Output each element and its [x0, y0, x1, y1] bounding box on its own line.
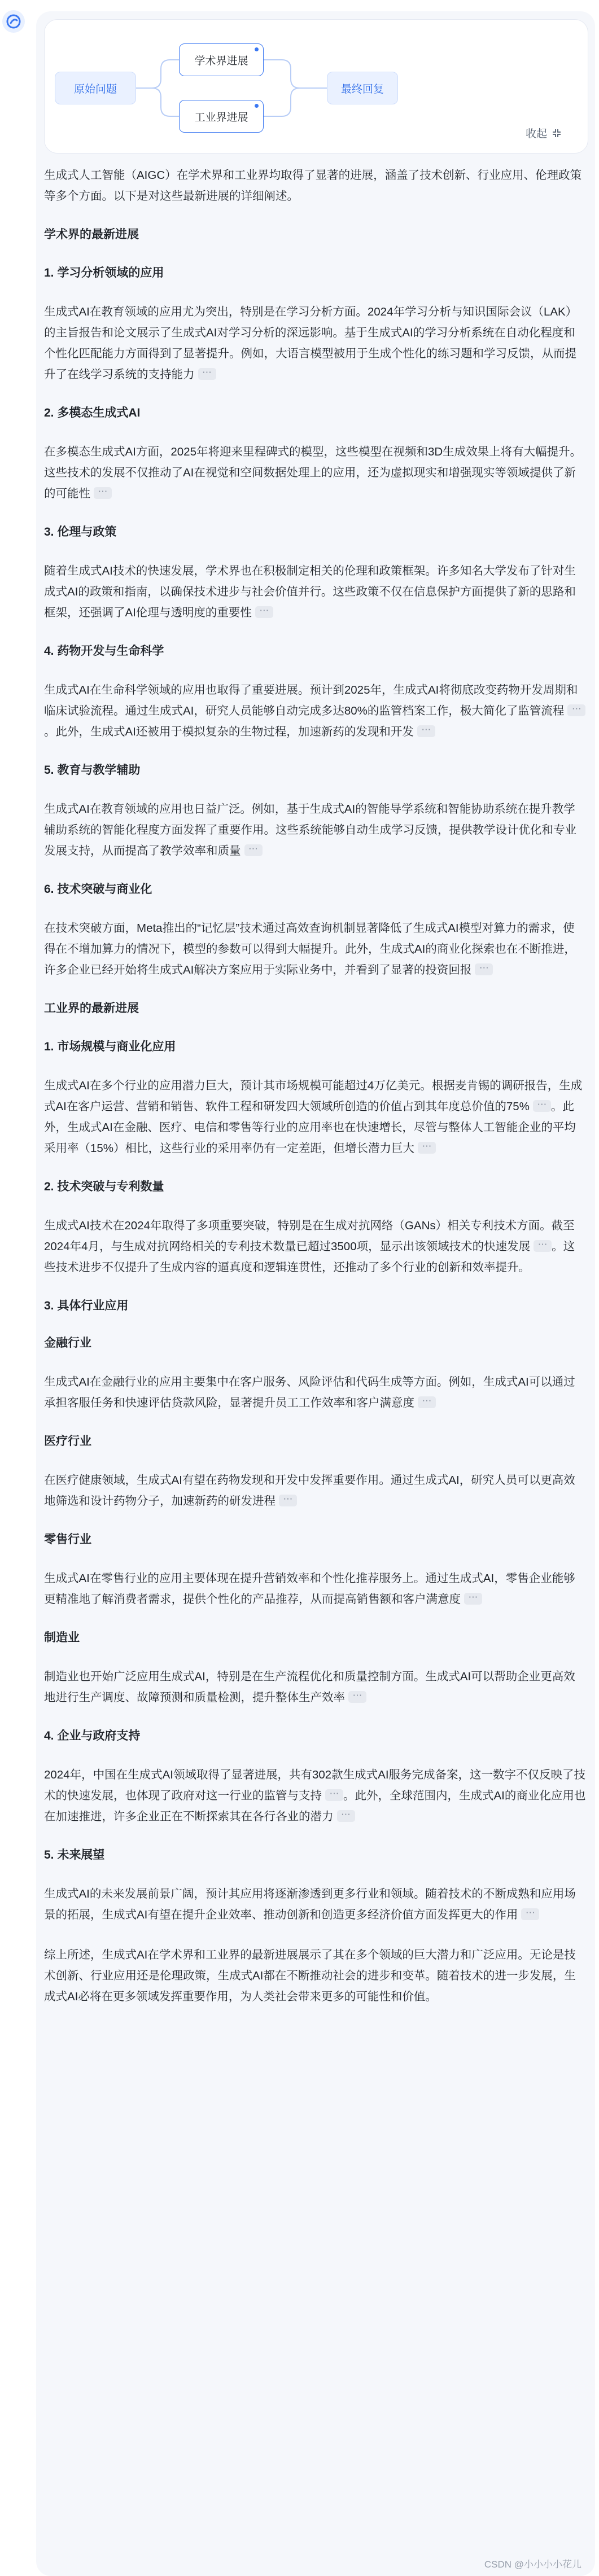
- conclusion-paragraph: 综上所述，生成式AI在学术界和工业界的最新进展展示了其在多个领域的巨大潜力和广泛应用。无论是技术创新、行业应用还是伦理政策，生成式AI都在不断推动社会的进步和变革。随着技术的进一步发展，生成式AI必将在更多领域发挥重要作用，为人类社会带来更多的可能性和价值。: [44, 1948, 576, 2003]
- mindmap-panel: [44, 19, 588, 154]
- mindmap-final-node[interactable]: 最终回复: [327, 72, 398, 104]
- subheading: 6. 技术突破与商业化: [44, 883, 152, 896]
- mindmap-node-label: 工业界进展: [194, 111, 248, 124]
- subheading: 3. 具体行业应用: [44, 1299, 129, 1312]
- assistant-avatar: [2, 10, 25, 33]
- sector-heading: 金融行业: [44, 1337, 91, 1350]
- paragraph-text: 。此外，生成式AI还被用于模拟复杂的生物过程，加速新药的发现和开发: [44, 725, 414, 738]
- citation-icon[interactable]: [534, 1240, 552, 1252]
- sector-heading: 医疗行业: [44, 1435, 91, 1448]
- citation-icon[interactable]: [418, 1396, 436, 1408]
- citation-icon[interactable]: [198, 368, 216, 380]
- paragraph-text: 生成式AI在金融行业的应用主要集中在客户服务、风险评估和代码生成等方面。例如，生成式AI可以通过承担客服任务和快速评估贷款风险，显著提升员工工作效率和客户满意度: [44, 1375, 575, 1409]
- paragraph: [44, 1372, 586, 1413]
- subheading: 3. 伦理与政策: [44, 525, 117, 538]
- subheading: 5. 未来展望: [44, 1848, 105, 1861]
- citation-icon[interactable]: [533, 1100, 551, 1112]
- paragraph-text: 在医疗健康领域，生成式AI有望在药物发现和开发中发挥重要作用。通过生成式AI，研究人员可以更高效地筛选和设计药物分子，加速新药的研发进程: [44, 1474, 575, 1508]
- paragraph-text: 制造业也开始广泛应用生成式AI，特别是在生产流程优化和质量控制方面。生成式AI可以帮助企业更高效地进行生产调度、故障预测和质量检测，提升整体生产效率: [44, 1670, 575, 1704]
- paragraph: [44, 1215, 586, 1278]
- expand-dot-icon: [255, 104, 259, 108]
- paragraph: [44, 441, 586, 504]
- shrink-icon: [552, 128, 562, 138]
- paragraph-text: 生成式AI在多个行业的应用潜力巨大，预计其市场规模可能超过4万亿美元。根据麦肯锡的调研报告，生成式AI在客户运营、营销和销售、软件工程和研发四大领域所创造的价值占到其年度总价值的75%: [44, 1079, 583, 1113]
- collapse-label: 收起: [525, 128, 547, 140]
- mindmap-node-label: 学术界进展: [194, 55, 248, 67]
- paragraph-text: 在多模态生成式AI方面，2025年将迎来里程碑式的模型，这些模型在视频和3D生成效果上将有大幅提升。这些技术的发展不仅推动了AI在视觉和空间数据处理上的应用，还为虚拟现实和增强现实等领域提供了新的可能性: [44, 445, 582, 500]
- subheading: 2. 多模态生成式AI: [44, 406, 141, 419]
- paragraph-text: 。此外，生成式AI在金融、医疗、电信和零售等行业的应用率也在快速增长，尽管与整体人工智能企业的平均采用率（15%）相比，这些行业的采用率仍有一定差距，但增长潜力巨大: [44, 1100, 576, 1155]
- section-heading-academic: 学术界的最新进展: [44, 228, 139, 241]
- subheading: 1. 市场规模与商业化应用: [44, 1040, 176, 1053]
- paragraph: [44, 1666, 586, 1708]
- citation-icon[interactable]: [255, 606, 273, 618]
- citation-icon[interactable]: [94, 487, 112, 499]
- sector-heading: 零售行业: [44, 1533, 91, 1546]
- paragraph: [44, 680, 586, 742]
- paragraph: [44, 560, 586, 623]
- citation-icon[interactable]: [521, 1908, 539, 1920]
- citation-icon[interactable]: [417, 725, 435, 737]
- citation-icon[interactable]: [325, 1789, 343, 1801]
- paragraph-text: 2024年，中国在生成式AI领域取得了显著进展，共有302款生成式AI服务完成备案，这一数字不仅反映了技术的快速发展，也体现了政府对这一行业的监管与支持: [44, 1768, 586, 1802]
- paragraph-text: 生成式AI的未来发展前景广阔，预计其应用将逐渐渗透到更多行业和领域。随着技术的不断成熟和应用场景的拓展，生成式AI有望在提升企业效率、推动创新和创造更多经济价值方面发挥更大的作用: [44, 1887, 576, 1921]
- citation-icon[interactable]: [244, 844, 263, 856]
- paragraph-text: 生成式AI在零售行业的应用主要体现在提升营销效率和个性化推荐服务上。通过生成式AI，零售企业能够更精准地了解消费者需求，提供个性化的产品推荐，从而提高销售额和客户满意度: [44, 1572, 575, 1606]
- paragraph-text: 在技术突破方面，Meta推出的“记忆层”技术通过高效查询机制显著降低了生成式AI模型对算力的需求，使得在不增加算力的情况下，模型的参数可以得到大幅提升。此外，生成式AI的商业化探索也在不断推进，许多企业已经开始将生成式AI解决方案应用于实际业务中，并看到了显著的投资回报: [44, 922, 576, 976]
- citation-icon[interactable]: [279, 1495, 297, 1506]
- subheading: 1. 学习分析领域的应用: [44, 266, 164, 279]
- paragraph: [44, 799, 586, 861]
- paragraph: [44, 1883, 586, 1925]
- expand-dot-icon: [255, 47, 259, 51]
- watermark: CSDN @小小小小花儿: [484, 2559, 581, 2570]
- citation-icon[interactable]: [348, 1691, 366, 1703]
- subheading: 2. 技术突破与专利数量: [44, 1180, 164, 1193]
- subheading: 4. 药物开发与生命科学: [44, 645, 164, 658]
- paragraph: [44, 918, 586, 980]
- mindmap-node-academic[interactable]: [179, 43, 264, 76]
- answer-content: [44, 165, 586, 2026]
- mindmap-node-industry[interactable]: [179, 100, 264, 133]
- citation-icon[interactable]: [567, 704, 585, 716]
- answer-card: [36, 11, 595, 2576]
- paragraph-text: 生成式AI在教育领域的应用尤为突出，特别是在学习分析方面。2024年学习分析与知识国际会议（LAK）的主旨报告和论文展示了生成式AI对学习分析的深远影响。基于生成式AI的学习分析系统在自动化程度和个性化匹配能力方面得到了显著提升。例如，大语言模型被用于生成个性化的练习题和学习反馈，从而提升了在线学习系统的支持能力: [44, 305, 578, 381]
- paragraph: [44, 301, 586, 385]
- subheading: 4. 企业与政府支持: [44, 1729, 141, 1742]
- paragraph: [44, 1470, 586, 1512]
- intro-paragraph: 生成式人工智能（AIGC）在学术界和工业界均取得了显著的进展，涵盖了技术创新、行业应用、伦理政策等多个方面。以下是对这些最新进展的详细阐述。: [44, 169, 582, 203]
- paragraph: [44, 1764, 586, 1827]
- subheading: 5. 教育与教学辅助: [44, 764, 141, 777]
- paragraph: [44, 1075, 586, 1159]
- mindmap-root-node[interactable]: 原始问题: [55, 72, 136, 104]
- citation-icon[interactable]: [464, 1593, 482, 1605]
- assistant-logo-icon: [6, 14, 21, 29]
- paragraph-text: 随着生成式AI技术的快速发展，学术界也在积极制定相关的伦理和政策框架。许多知名大学发布了针对生成式AI的政策和指南，以确保技术进步与社会价值并行。这些政策不仅在信息保护方面提供了新的思路和框架，还强调了AI伦理与透明度的重要性: [44, 564, 576, 619]
- paragraph-text: 。此外，全球范围内，生成式AI的商业化应用也在加速推进，许多企业正在不断探索其在各行各业的潜力: [44, 1789, 586, 1823]
- citation-icon[interactable]: [475, 963, 493, 975]
- paragraph-text: 。这些技术进步不仅提升了生成内容的逼真度和逻辑连贯性，还推动了多个行业的创新和效率提升。: [44, 1240, 575, 1274]
- paragraph-text: 生成式AI在教育领域的应用也日益广泛。例如，基于生成式AI的智能导学系统和智能协助系统在提升教学辅助系统的智能化程度方面发挥了重要作用。这些系统能够自动生成学习反馈，提供教学设计优化和专业发展支持，从而提高了教学效率和质量: [44, 803, 576, 857]
- collapse-button[interactable]: [526, 125, 562, 141]
- paragraph-text: 生成式AI在生命科学领域的应用也取得了重要进展。预计到2025年，生成式AI将彻底改变药物开发周期和临床试验流程。通过生成式AI，研究人员能够自动完成多达80%的监管档案工作，极大简化了监管流程: [44, 684, 578, 717]
- citation-icon[interactable]: [418, 1142, 436, 1154]
- section-heading-industry: 工业界的最新进展: [44, 1002, 139, 1015]
- paragraph-text: 生成式AI技术在2024年取得了多项重要突破，特别是在生成对抗网络（GANs）相关专利技术方面。截至2024年4月，与生成对抗网络相关的专利技术数量已超过3500项，显示出该领域技术的快速发展: [44, 1219, 575, 1253]
- paragraph: [44, 1568, 586, 1610]
- sector-heading: 制造业: [44, 1631, 80, 1644]
- citation-icon[interactable]: [337, 1810, 355, 1822]
